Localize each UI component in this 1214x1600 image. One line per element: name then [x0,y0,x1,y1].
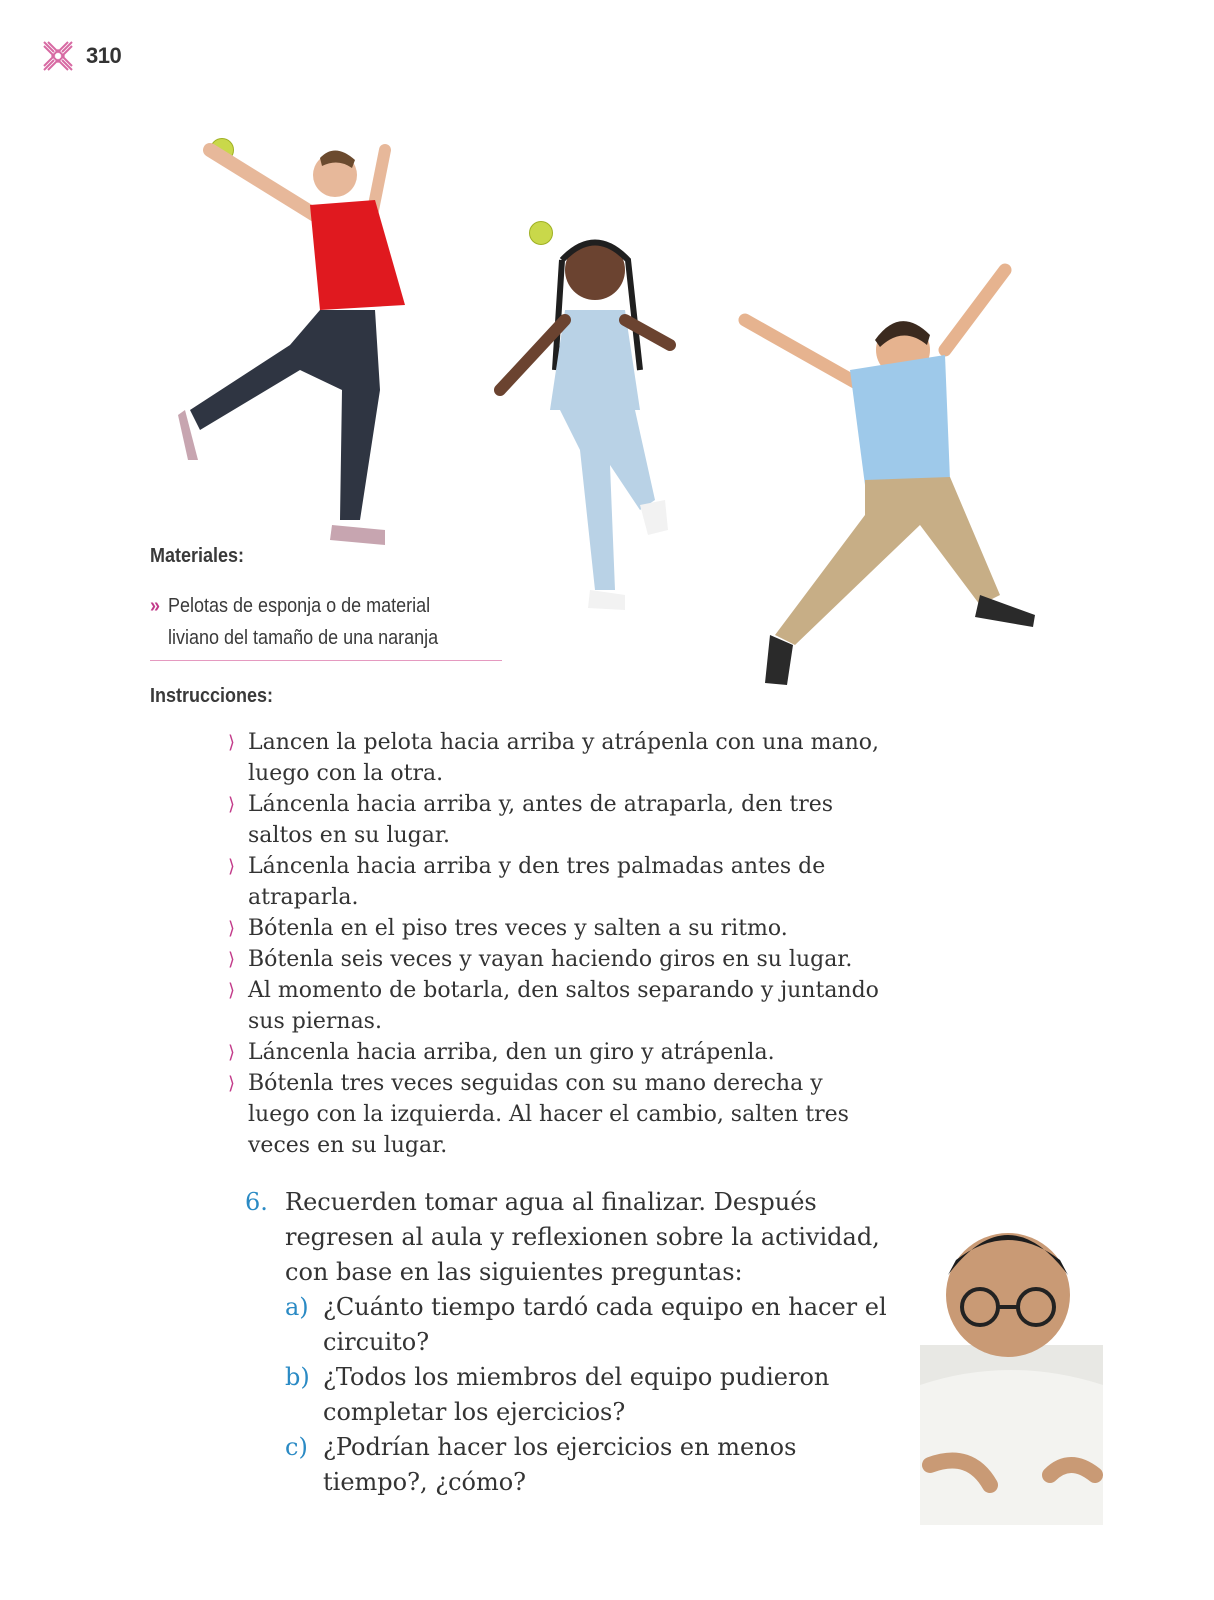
bullet-icon: ⟩ [228,1073,236,1094]
question-subitems [285,1290,895,1500]
subitem-text: ¿Podrían hacer los ejercicios en menos tiempo?, ¿cómo? [323,1433,797,1496]
list-item-text: Al momento de botarla, den saltos separando y juntando sus piernas. [248,978,879,1034]
instructions-list [228,727,888,1161]
jumping-boy-light-blue-shirt-image [735,255,1055,705]
bullet-icon: ⟩ [228,794,236,815]
list-item [228,975,888,1037]
subitem-letter: a) [285,1293,309,1321]
jumping-girl-blue-outfit-image [480,210,710,630]
list-item-text: Láncenla hacia arriba y den tres palmadas antes de atraparla. [248,854,826,910]
materials-title: Materiales: [150,545,245,567]
list-item [228,913,888,944]
materials-list [150,590,510,654]
question-text: Recuerden tomar agua al finalizar. Después regresen al aula y reflexionen sobre la actividad, con base en las siguientes preguntas: [285,1188,880,1286]
bullet-icon: ⟩ [228,949,236,970]
list-item [228,1037,888,1068]
materials-section [150,545,510,661]
decorative-logo-icon [40,38,76,74]
list-item-text: Láncenla hacia arriba y, antes de atraparla, den tres saltos en su lugar. [248,792,834,848]
question-number: 6. [245,1188,268,1216]
list-item-text: Pelotas de esponja o de material liviano del tamaño de una naranja [168,595,439,649]
divider [150,660,502,661]
list-item [285,1290,895,1360]
bullet-icon: ⟩ [228,1042,236,1063]
list-item [228,851,888,913]
question-6 [245,1185,895,1500]
subitem-text: ¿Cuánto tiempo tardó cada equipo en hacer el circuito? [323,1293,887,1356]
bullet-icon: ⟩ [228,918,236,939]
jumping-boy-red-shirt-image [170,130,430,560]
list-item-text: Láncenla hacia arriba, den un giro y atrápenla. [248,1040,775,1065]
boy-with-glasses-writing-image [920,1215,1103,1525]
page-header [40,38,121,74]
list-item [150,590,474,654]
list-item [285,1360,895,1430]
subitem-letter: b) [285,1363,310,1391]
list-item-text: Bótenla tres veces seguidas con su mano derecha y luego con la izquierda. Al hacer el cambio, salten tres veces en su lugar. [248,1071,849,1158]
list-item-text: Bótenla seis veces y vayan haciendo giros en su lugar. [248,947,853,972]
list-item [228,1068,888,1161]
list-item [228,944,888,975]
subitem-letter: c) [285,1433,308,1461]
list-item [285,1430,895,1500]
bullet-icon: ⟩ [228,732,236,753]
question-row [245,1185,895,1290]
bullet-icon: ⟩ [228,980,236,1001]
list-item [228,789,888,851]
list-item-text: Lancen la pelota hacia arriba y atrápenla con una mano, luego con la otra. [248,730,879,786]
bullet-icon: ⟩ [228,856,236,877]
list-item [228,727,888,789]
page-number: 310 [86,43,122,68]
list-item-text: Bótenla en el piso tres veces y salten a su ritmo. [248,916,788,941]
instructions-title: Instrucciones: [150,685,274,707]
subitem-text: ¿Todos los miembros del equipo pudieron completar los ejercicios? [323,1363,830,1426]
double-arrow-bullet-icon: » [150,595,161,617]
